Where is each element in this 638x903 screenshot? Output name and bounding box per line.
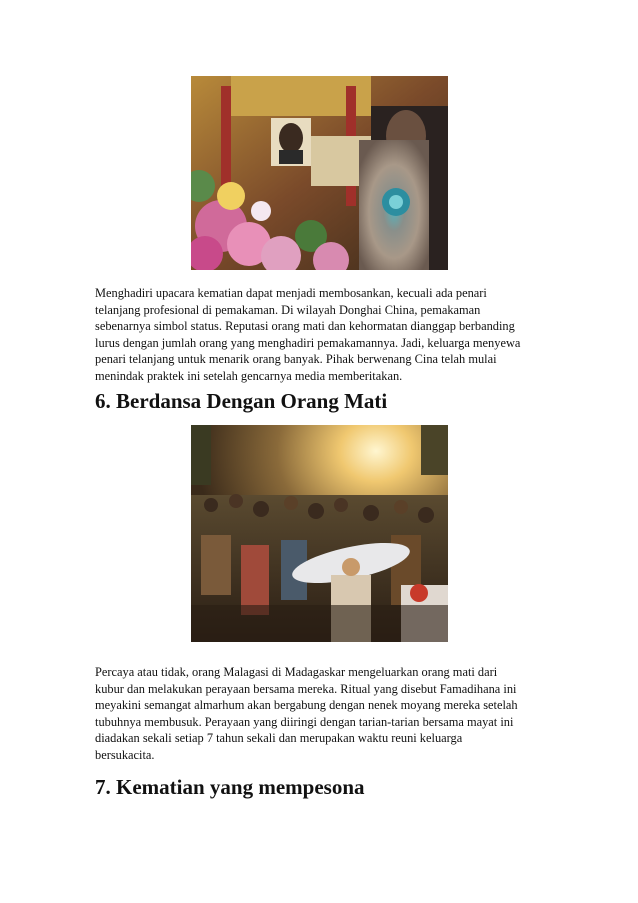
funeral-altar-photo bbox=[191, 76, 448, 270]
paragraph-1-line: sebenarnya simbol status. Reputasi orang mati dan kehormatan dianggap berbanding bbox=[95, 319, 515, 334]
famadihana-crowd-photo bbox=[191, 425, 448, 642]
paragraph-1-line: penari telanjang untuk menarik orang banyak. Pihak berwenang Cina telah mulai bbox=[95, 352, 497, 367]
paragraph-2-line: diadakan sekali setiap 7 tahun sekali dan merupakan waktu reuni keluarga bbox=[95, 731, 463, 746]
paragraph-1 bbox=[95, 285, 545, 385]
paragraph-2-line: bersukacita. bbox=[95, 747, 155, 762]
paragraph-1-line: telanjang profesional di pemakaman. Di wilayah Donghai China, pemakaman bbox=[95, 302, 481, 317]
paragraph-2-line: Percaya atau tidak, orang Malagasi di Madagaskar mengeluarkan orang mati dari bbox=[95, 665, 498, 679]
section-6-heading: 6. Berdansa Dengan Orang Mati bbox=[95, 389, 388, 413]
paragraph-2 bbox=[95, 664, 545, 764]
section-7-heading: 7. Kematian yang mempesona bbox=[95, 775, 365, 799]
paragraph-1-line: menindak praktek ini setelah gencarnya media memberitakan. bbox=[95, 368, 403, 383]
paragraph-2-line: tubuhnya membusuk. Perayaan yang diiringi dengan tarian-tarian bersama mayat ini bbox=[95, 714, 514, 729]
paragraph-2-line: meyakini semangat almarhum akan bergabung dengan nenek moyang mereka setelah bbox=[95, 698, 518, 713]
paragraph-2-line: kubur dan melakukan perayaan bersama mereka. Ritual yang disebut Famadihana ini bbox=[95, 681, 517, 696]
paragraph-1-line: lurus dengan jumlah orang yang menghadiri pemakamannya. Jadi, keluarga menyewa bbox=[95, 335, 521, 350]
paragraph-1-line: Menghadiri upacara kematian dapat menjadi membosankan, kecuali ada penari bbox=[95, 286, 487, 300]
